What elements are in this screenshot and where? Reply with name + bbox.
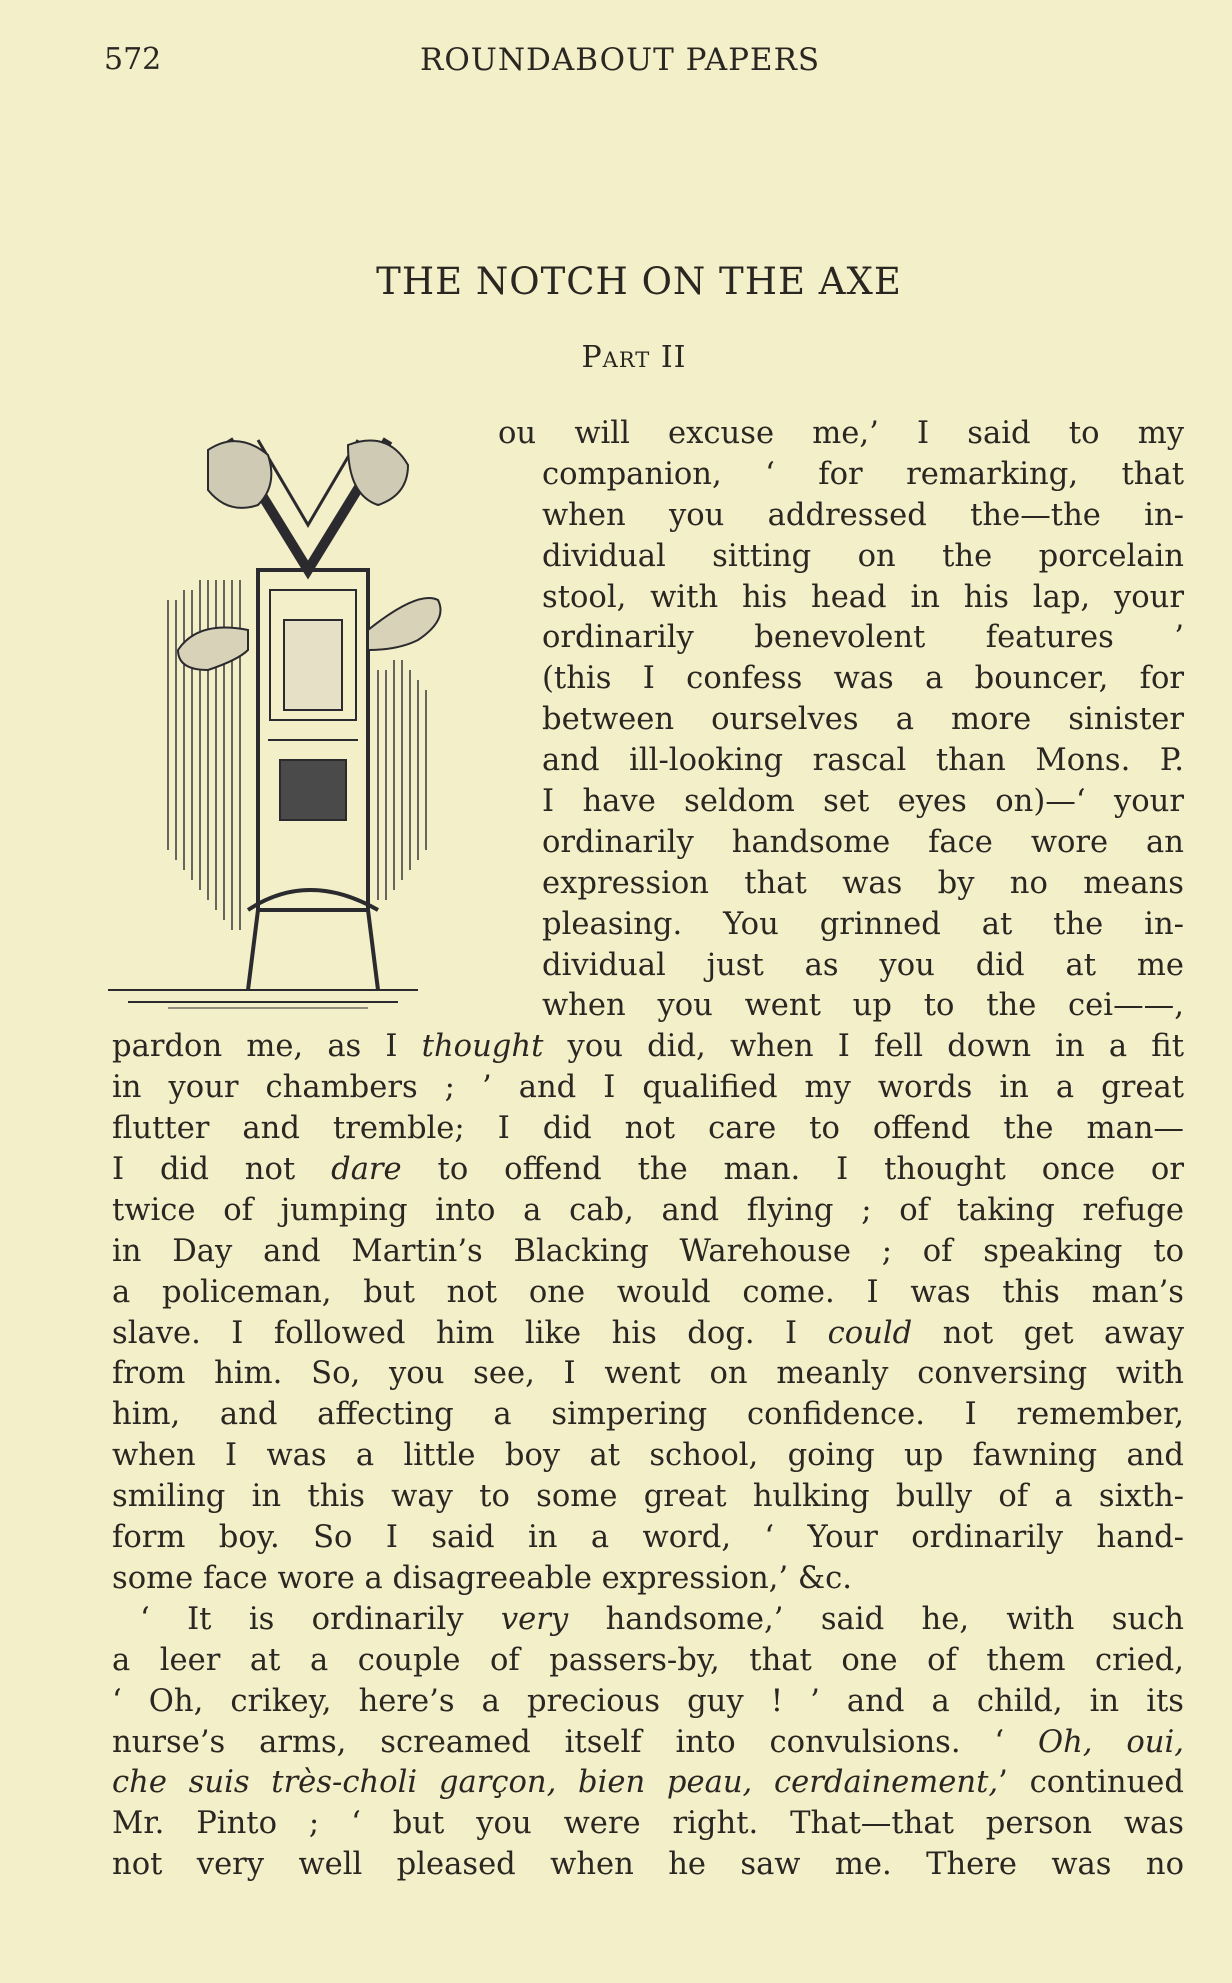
text-line: ‘ Oh, crikey, here’s a precious guy ! ’ and a child, in its [112, 1683, 1184, 1719]
text-line: (this I confess was a bouncer, for [542, 661, 1184, 697]
text-line: between ourselves a more sinister [542, 702, 1184, 738]
chapter-title: THE NOTCH ON THE AXE [376, 260, 902, 303]
text-line: when you addressed the—the in- [542, 497, 1184, 533]
text-line: not very well pleased when he saw me. There was no [112, 1847, 1184, 1883]
text-line: some face wore a disagreeable expression,’ &c. [112, 1560, 852, 1596]
text-line: a leer at a couple of passers-by, that one of them cried, [112, 1642, 1184, 1678]
page-header [104, 42, 1132, 82]
text-line: nurse’s arms, screamed itself into convulsions. ‘ Oh, oui, [112, 1724, 1184, 1760]
text-line: from him. So, you see, I went on meanly conversing with [112, 1356, 1184, 1392]
page-number: 572 [104, 42, 162, 77]
part-heading [0, 340, 1232, 375]
text-line: stool, with his head in his lap, your [542, 579, 1184, 615]
text-line: slave. I followed him like his dog. I could not get away [112, 1315, 1184, 1351]
text-line: ou will excuse me,’ I said to my [498, 416, 1184, 451]
text-line: in your chambers ; ’ and I qualified my words in a great [112, 1070, 1184, 1106]
text-line: ‘ It is ordinarily very handsome,’ said he, with such [140, 1601, 1184, 1637]
text-line: when you went up to the cei——, [542, 988, 1184, 1024]
text-line: Mr. Pinto ; ‘ but you were right. That—that person was [112, 1806, 1184, 1842]
text-line: and ill-looking rascal than Mons. P. [542, 743, 1184, 779]
text-line: companion, ‘ for remarking, that [542, 456, 1184, 492]
text-line: I did not dare to offend the man. I thought once or [112, 1152, 1184, 1188]
text-line: che suis très-choli garçon, bien peau, cerdainement,’ continued [112, 1765, 1185, 1801]
text-line: I have seldom set eyes on)—‘ your [542, 784, 1184, 820]
text-line: dividual just as you did at me [542, 947, 1184, 983]
text-line: twice of jumping into a cab, and flying ; of taking refuge [112, 1192, 1184, 1228]
text-line: ordinarily benevolent features ’ [542, 620, 1184, 656]
text-line: pleasing. You grinned at the in- [542, 906, 1184, 942]
text-line: smiling in this way to some great hulking bully of a sixth- [112, 1479, 1184, 1515]
text-line: in Day and Martin’s Blacking Warehouse ; of speaking to [112, 1233, 1184, 1269]
text-line: form boy. So I said in a word, ‘ Your ordinarily hand- [112, 1520, 1184, 1556]
text-line: when I was a little boy at school, going up fawning and [112, 1438, 1184, 1474]
body-text [112, 414, 1184, 1886]
text-line: pardon me, as I thought you did, when I fell down in a fit [112, 1029, 1185, 1065]
text-line: him, and affecting a simpering confidence. I remember, [112, 1397, 1184, 1433]
running-title: ROUNDABOUT PAPERS [420, 42, 821, 78]
part-word: Part [581, 340, 651, 375]
text-line: ordinarily handsome face wore an [542, 824, 1184, 860]
text-line: dividual sitting on the porcelain [542, 538, 1184, 574]
text-line: expression that was by no means [542, 865, 1184, 901]
part-number: II [660, 340, 687, 375]
text-line: a policeman, but not one would come. I was this man’s [112, 1274, 1184, 1310]
text-line: flutter and tremble; I did not care to offend the man— [112, 1111, 1184, 1147]
